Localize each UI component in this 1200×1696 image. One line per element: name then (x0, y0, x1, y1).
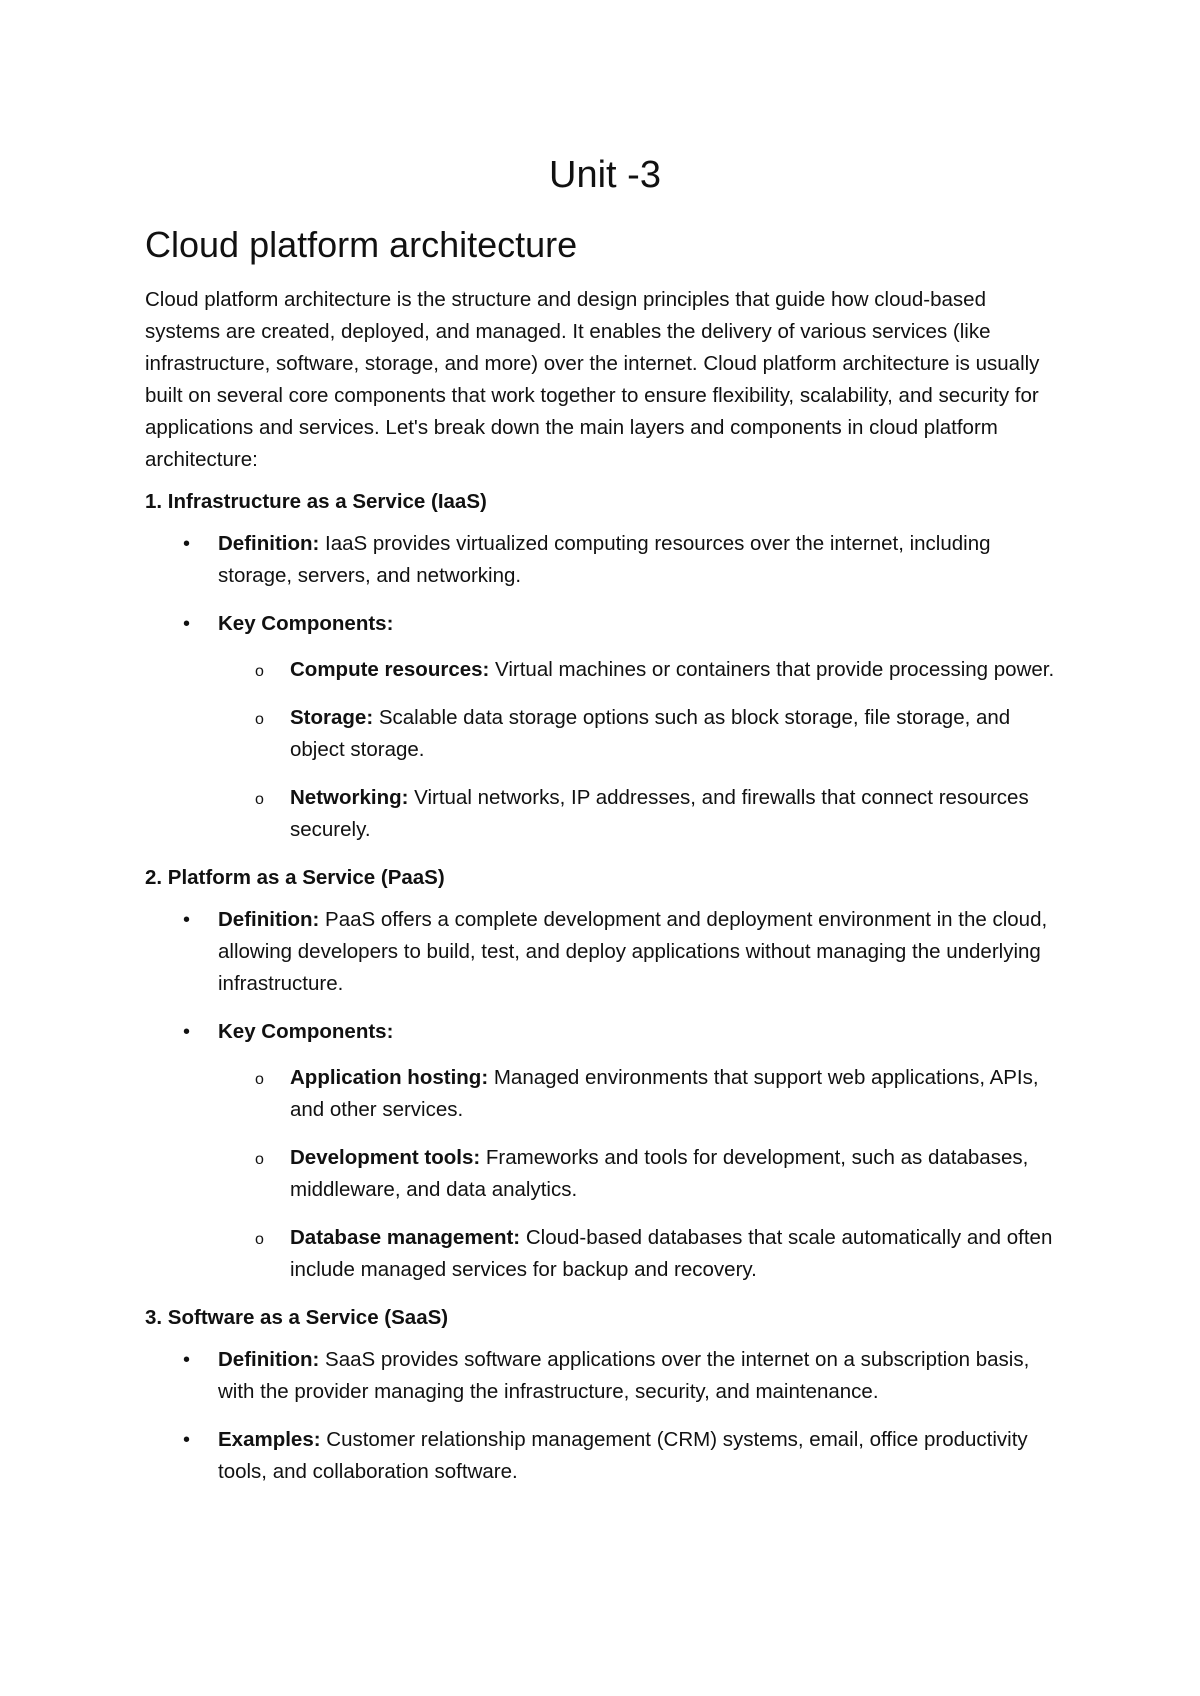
bullet-icon: • (183, 1429, 191, 1451)
definition-term: Definition: (218, 1348, 320, 1371)
list-item (145, 608, 1065, 846)
unit-title: Unit -3 (549, 154, 661, 196)
component-text: Scalable data storage options such as block storage, file storage, and object storage. (290, 706, 1011, 761)
key-components-term: Key Components: (218, 1020, 394, 1043)
list-item (145, 1016, 1065, 1286)
bullet-list (145, 528, 1065, 846)
definition-text: SaaS provides software applications over the internet on a subscription basis, with the provider managing the infrastructure, security, and maintenance. (218, 1348, 1030, 1403)
section-title: Cloud platform architecture (145, 224, 578, 265)
sub-bullet-list (145, 1062, 1065, 1286)
list-item (145, 1424, 1065, 1488)
bullet-icon: • (183, 1349, 191, 1371)
list-item (145, 702, 1065, 766)
sub-bullet-icon: o (255, 663, 264, 680)
examples-text: Customer relationship management (CRM) systems, email, office productivity tools, and collaboration software. (218, 1428, 1028, 1483)
definition-text: IaaS provides virtualized computing resources over the internet, including storage, servers, and networking. (218, 532, 991, 587)
service-section-paas (145, 862, 1065, 1286)
component-text: Virtual machines or containers that provide processing power. (489, 658, 1055, 681)
bullet-icon: • (183, 909, 191, 931)
component-text: Frameworks and tools for development, such as databases, middleware, and data analytics. (290, 1146, 1029, 1201)
sub-bullet-icon: o (255, 1151, 264, 1168)
list-item (145, 904, 1065, 1000)
definition-term: Definition: (218, 532, 320, 555)
list-item (145, 1062, 1065, 1126)
bullet-icon: • (183, 1021, 191, 1043)
bullet-list (145, 904, 1065, 1286)
component-term: Development tools: (290, 1146, 481, 1169)
component-term: Application hosting: (290, 1066, 489, 1089)
component-text: Virtual networks, IP addresses, and firewalls that connect resources securely. (290, 786, 1029, 841)
bullet-icon: • (183, 533, 191, 555)
examples-term: Examples: (218, 1428, 321, 1451)
list-item (145, 528, 1065, 592)
service-section-saas (145, 1302, 1065, 1488)
list-item (145, 782, 1065, 846)
sub-bullet-list (145, 654, 1065, 846)
list-item (145, 654, 1065, 686)
component-term: Networking: (290, 786, 409, 809)
bullet-icon: • (183, 613, 191, 635)
document-content (145, 150, 1065, 1504)
bullet-list (145, 1344, 1065, 1488)
component-text: Managed environments that support web applications, APIs, and other services. (290, 1066, 1039, 1121)
service-heading: 2. Platform as a Service (PaaS) (145, 866, 445, 889)
list-item (145, 1142, 1065, 1206)
list-item (145, 1222, 1065, 1286)
component-term: Database management: (290, 1226, 521, 1249)
component-term: Storage: (290, 706, 374, 729)
service-heading: 3. Software as a Service (SaaS) (145, 1306, 449, 1329)
intro-paragraph: Cloud platform architecture is the structure and design principles that guide how cloud-based systems are created, deployed, and managed. It enables the delivery of various services (like infrastructure, software, storage, and more) over the internet. Cloud platform architecture is usually built on several core components that work together to ensure flexibility, scalability, and security for applications and services. Let's break down the main layers and components in cloud platform architecture: (145, 288, 1040, 471)
component-text: Cloud-based databases that scale automatically and often include managed services for backup and recovery. (290, 1226, 1053, 1281)
sub-bullet-icon: o (255, 1231, 264, 1248)
service-heading: 1. Infrastructure as a Service (IaaS) (145, 490, 487, 513)
key-components-term: Key Components: (218, 612, 394, 635)
sub-bullet-icon: o (255, 1071, 264, 1088)
sub-bullet-icon: o (255, 711, 264, 728)
component-term: Compute resources: (290, 658, 490, 681)
list-item (145, 1344, 1065, 1408)
definition-text: PaaS offers a complete development and deployment environment in the cloud, allowing developers to build, test, and deploy applications without managing the underlying infrastructure. (218, 908, 1048, 995)
sub-bullet-icon: o (255, 791, 264, 808)
definition-term: Definition: (218, 908, 320, 931)
service-section-iaas (145, 486, 1065, 846)
